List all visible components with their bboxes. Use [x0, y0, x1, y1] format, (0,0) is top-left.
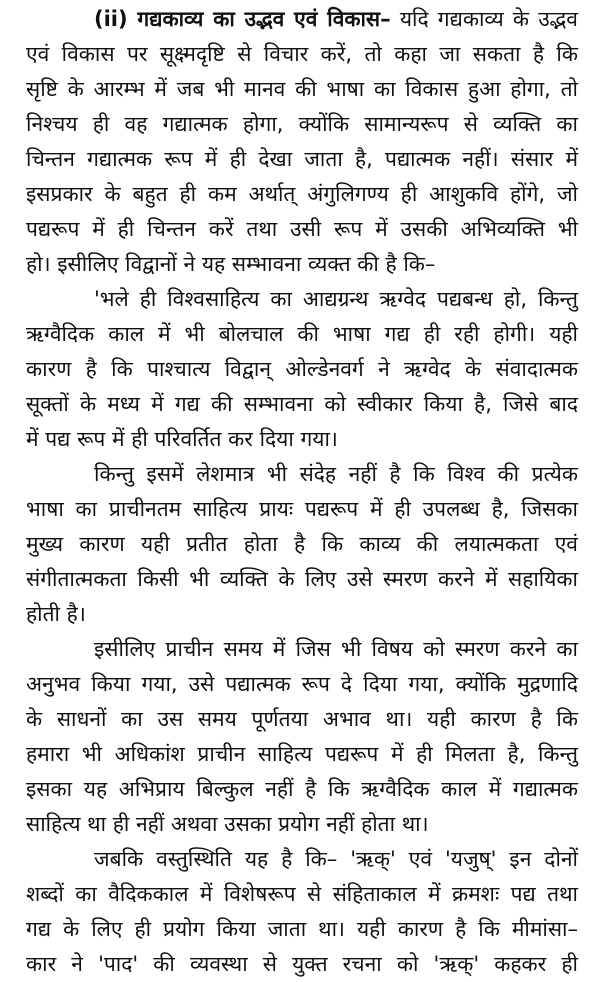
text-line: पद्यरूप में ही चिन्तन करें तथा उसी रूप में उसकी अभिव्यक्ति भी	[26, 217, 578, 241]
text-line: मुख्य कारण यही प्रतीत होता है कि काव्य की लयात्मकता एवं	[26, 532, 578, 556]
text-line: भाषा का प्राचीनतम साहित्य प्रायः पद्यरूप में ही उपलब्ध है, जिसका	[26, 497, 578, 521]
text-line: इसीलिए प्राचीन समय में जिस भी विषय को स्मरण करने का	[94, 637, 578, 661]
text-line: सूक्तों के मध्य में गद्य की सम्भावना को स्वीकार किया है, जिसे बाद	[26, 392, 578, 416]
text-line: ऋग्वैदिक काल में भी बोलचाल की भाषा गद्य ही रही होगी। यही	[26, 322, 578, 346]
text-line: इसप्रकार के बहुत ही कम अर्थात् अंगुलिगण्य ही आशुकवि होंगे, जो	[26, 182, 578, 206]
body-text	[26, 37, 578, 982]
text-line: गद्य के लिए ही प्रयोग किया जाता था। यही कारण है कि मीमांसा–	[26, 917, 578, 941]
document-page	[26, 2, 578, 982]
text-line: इसका यह अभिप्राय बिल्कुल नहीं है कि ऋग्वैदिक काल में गद्यात्मक	[26, 777, 578, 801]
text-line: यदि गद्यकाव्य के उद्भव	[390, 7, 578, 31]
text-line: होती है।	[26, 602, 86, 626]
heading-line	[26, 2, 578, 37]
text-line: चिन्तन गद्यात्मक रूप में ही देखा जाता है, पद्यात्मक नहीं। संसार में	[26, 147, 578, 171]
text-line: अनुभव किया गया, उसे पद्यात्मक रूप दे दिया गया, क्योंकि मुद्रणादि	[26, 672, 578, 696]
text-line: निश्चय ही वह गद्यात्मक होगा, क्योंकि सामान्यरूप से व्यक्ति का	[26, 112, 578, 136]
text-line: में पद्य रूप में ही परिवर्तित कर दिया गया।	[26, 427, 338, 451]
text-line: हमारा भी अधिकांश प्राचीन साहित्य पद्यरूप में ही मिलता है, किन्तु	[26, 742, 578, 766]
text-line: संगीतात्मकता किसी भी व्यक्ति के लिए उसे स्मरण करने में सहायिका	[26, 567, 578, 591]
text-line: हो। इसीलिए विद्वानों ने यह सम्भावना व्यक्त की है कि–	[26, 252, 436, 276]
text-line: शब्दों का वैदिककाल में विशेषरूप से संहिताकाल में क्रमशः पद्य तथा	[26, 882, 578, 906]
text-line: सृष्टि के आरम्भ में जब भी मानव की भाषा का विकास हुआ होगा, तो	[26, 77, 578, 101]
text-line: कारण है कि पाश्चात्य विद्वान् ओल्डेनवर्ग ने ऋग्वेद के संवादात्मक	[26, 357, 578, 381]
text-line: एवं विकास पर सूक्ष्मदृष्टि से विचार करें, तो कहा जा सकता है कि	[26, 42, 578, 66]
section-heading: (ii) गद्यकाव्य का उद्भव एवं विकास–	[94, 7, 391, 31]
text-line: कार ने 'पाद' की व्यवस्था से युक्त रचना को 'ऋक्' कहकर ही	[26, 952, 578, 976]
text-line: साहित्य था ही नहीं अथवा उसका प्रयोग नहीं होता था।	[26, 812, 429, 836]
text-line: के साधनों का उस समय पूर्णतया अभाव था। यही कारण है कि	[26, 707, 578, 731]
text-line: किन्तु इसमें लेशमात्र भी संदेह नहीं है कि विश्व की प्रत्येक	[94, 462, 578, 486]
text-line: जबकि वस्तुस्थिति यह है कि– 'ऋक्' एवं 'यजुष्' इन दोनों	[94, 847, 578, 871]
text-line: 'भले ही विश्वसाहित्य का आद्यग्रन्थ ऋग्वेद पद्यबन्ध हो, किन्तु	[94, 287, 578, 311]
